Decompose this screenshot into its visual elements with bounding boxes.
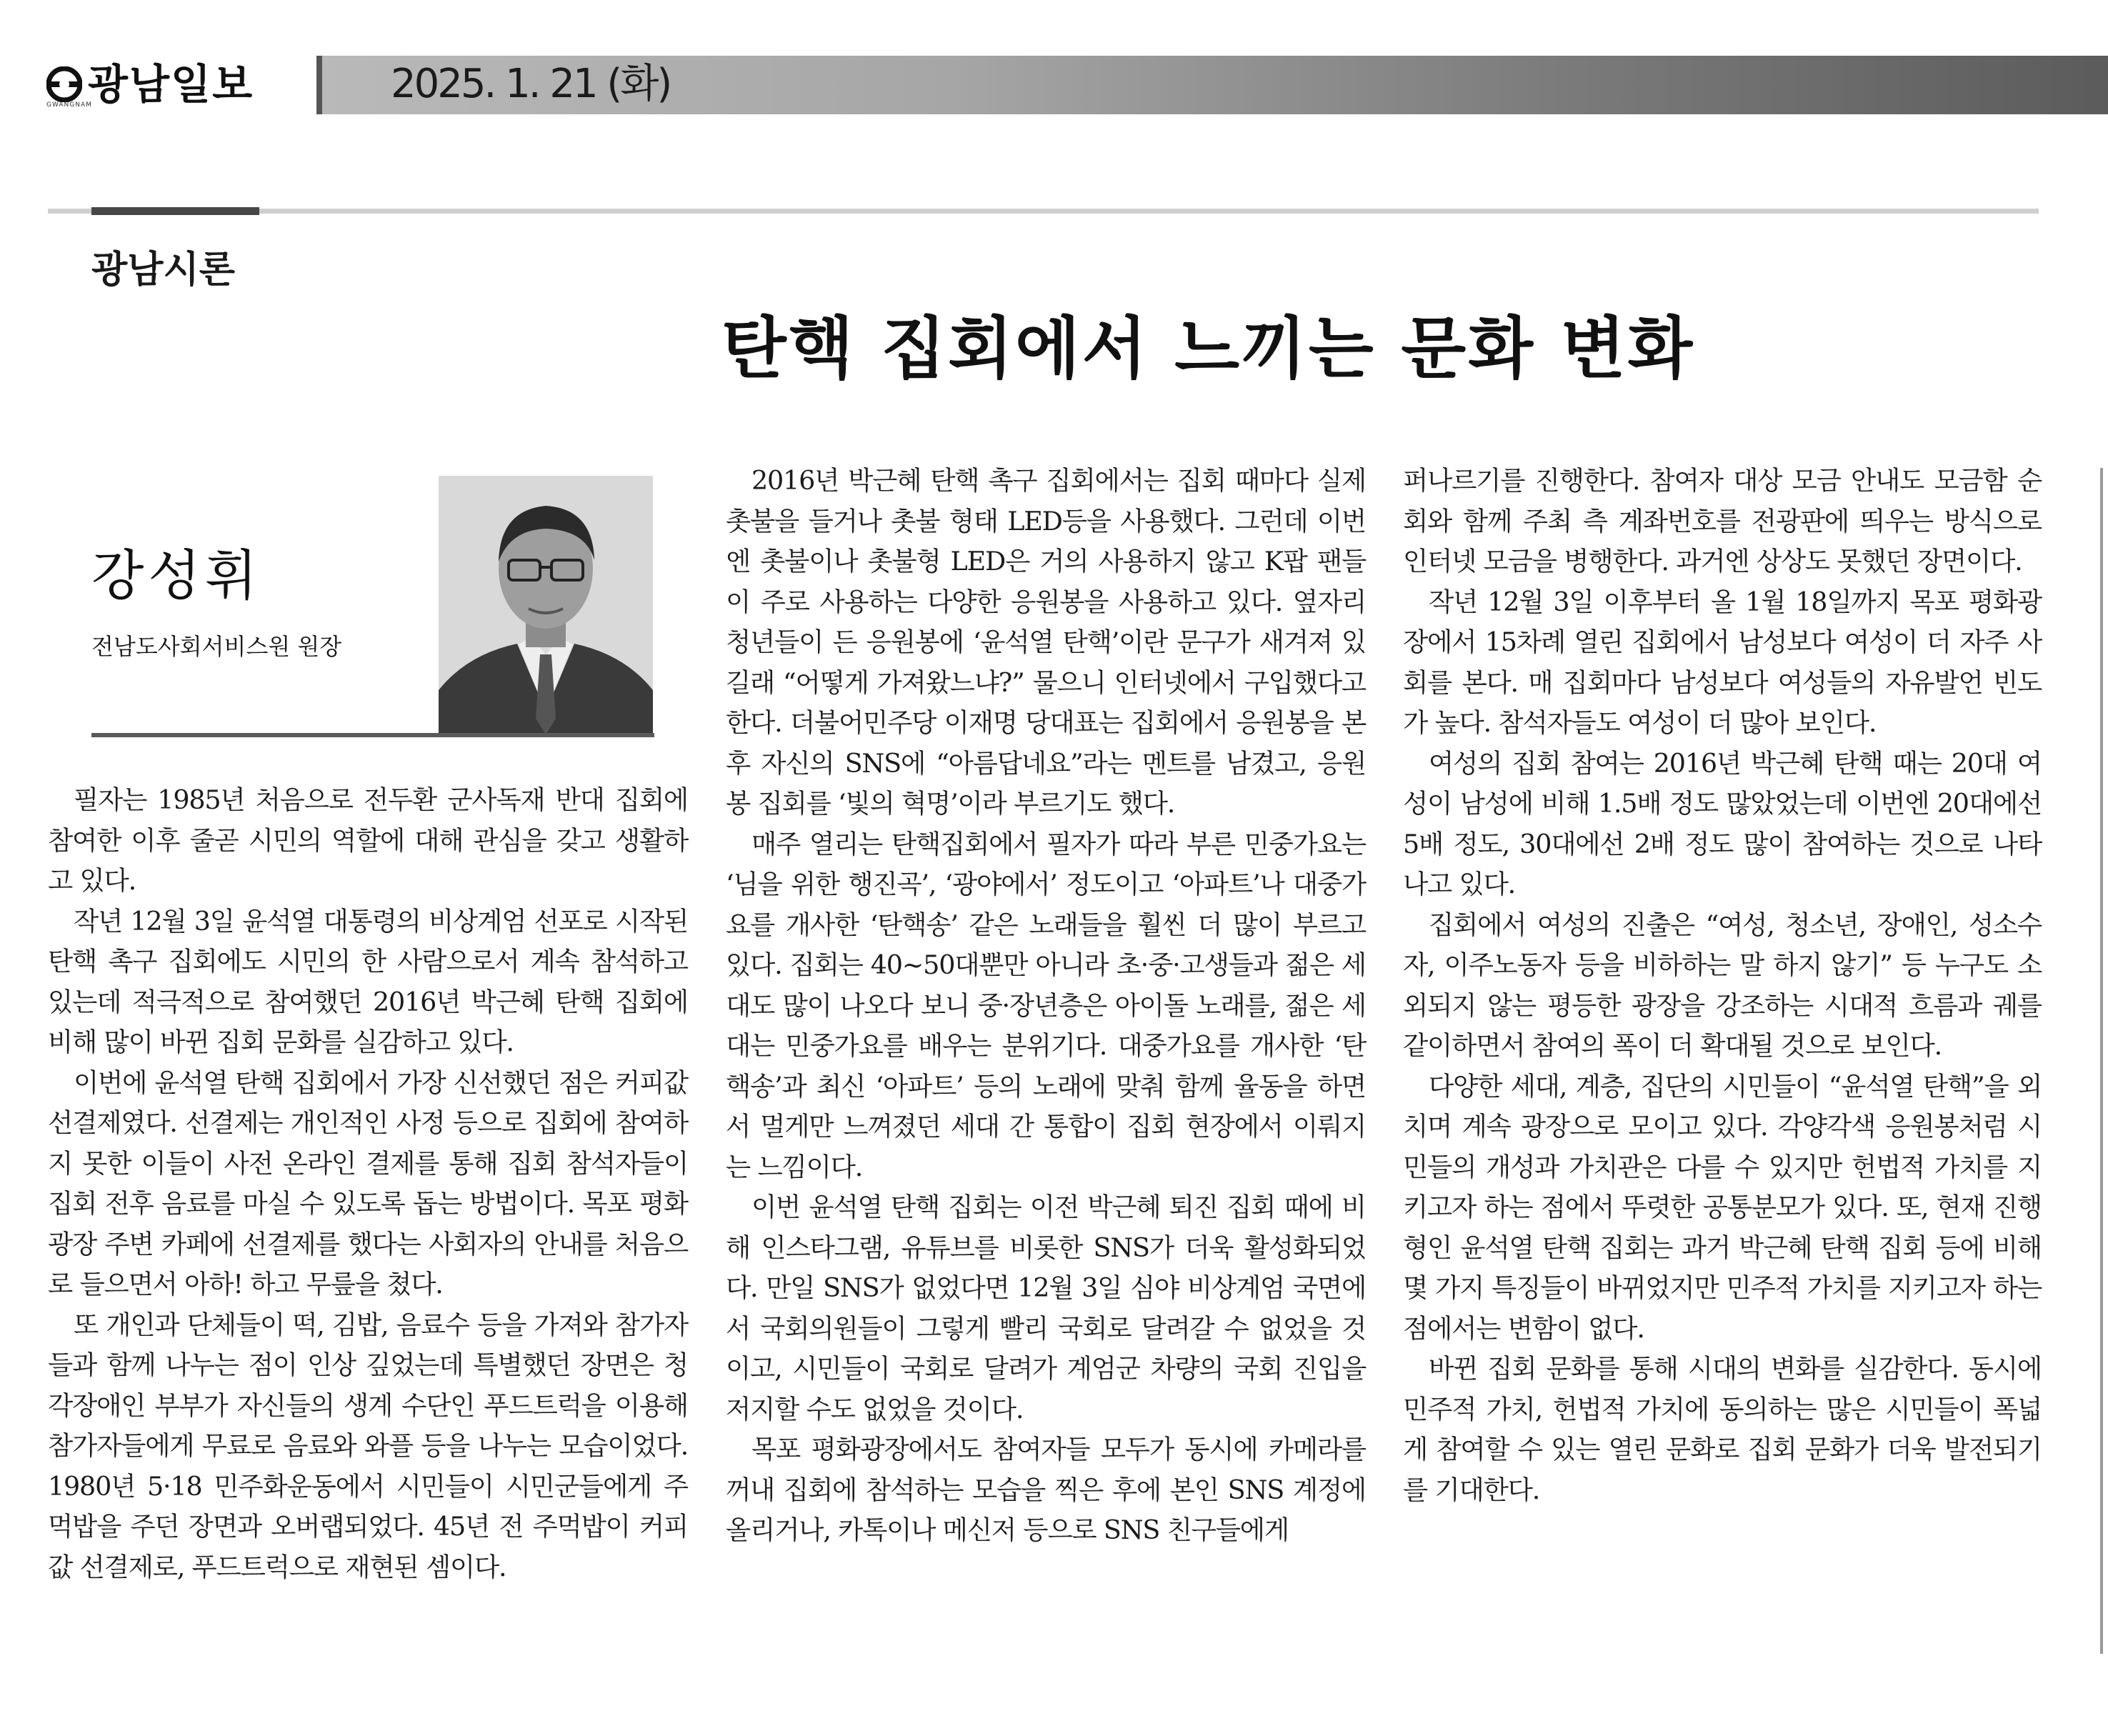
issue-date: 2025. 1. 21 (화)	[391, 61, 671, 107]
paragraph: 목포 평화광장에서도 참여자들 모두가 동시에 카메라를 꺼내 집회에 참석하는 모습을 찍은 후에 본인 SNS 계정에 올리거나, 카톡이나 메신저 등으로 SNS 친구들에게	[726, 1434, 1366, 1545]
section-rule-accent	[91, 207, 259, 215]
article-column-1	[48, 780, 688, 1587]
paragraph: 2016년 박근혜 탄핵 촉구 집회에서는 집회 때마다 실제 촛불을 들거나 촛불 형태 LED등을 사용했다. 그런데 이번엔 촛불이나 촛불형 LED은 거의 사용하지 않고 K팝 팬들이 주로 사용하는 다양한 응원봉을 사용하고 있다. 옆자리 청년들이 든 응원봉에 ‘윤석열 탄핵’이란 문구가 새겨져 있길래 “어떻게 가져왔느냐?” 물으니 인터넷에서 구입했다고 한다. 더불어민주당 이재명 당대표는 집회에서 응원봉을 본 후 자신의 SNS에 “아름답네요”라는 멘트를 남겼고, 응원봉 집회를 ‘빛의 혁명’이라 부르기도 했다.	[726, 465, 1366, 819]
paragraph: 작년 12월 3일 윤석열 대통령의 비상계엄 선포로 시작된 탄핵 촉구 집회에도 시민의 한 사람으로서 계속 참석하고 있는데 적극적으로 참여했던 2016년 박근혜 탄핵 집회에 비해 많이 바뀐 집회 문화를 실감하고 있다.	[48, 905, 688, 1057]
paragraph: 여성의 집회 참여는 2016년 박근혜 탄핵 때는 20대 여성이 남성에 비해 1.5배 정도 많았었는데 이번엔 20대에선 5배 정도, 30대에선 2배 정도 많이 참여하는 것으로 나타나고 있다.	[1403, 747, 2042, 899]
date-bar	[316, 56, 2108, 114]
article-column-2	[726, 461, 1366, 1551]
paragraph: 다양한 세대, 계층, 집단의 시민들이 “윤석열 탄핵”을 외치며 계속 광장으로 모이고 있다. 각양각색 응원봉처럼 시민들의 개성과 가치관은 다를 수 있지만 헌법적 가치를 지키고자 하는 점에서 뚜렷한 공통분모가 있다. 또, 현재 진행형인 윤석열 탄핵 집회는 과거 박근혜 탄핵 집회 등에 비해 몇 가지 특징들이 바뀌었지만 민주적 가치를 지키고자 하는 점에서는 변함이 없다.	[1403, 1070, 2042, 1344]
author-divider	[91, 733, 654, 737]
author-photo	[439, 476, 653, 734]
logo-text: 광남일보	[88, 60, 254, 109]
logo-emblem-icon	[46, 66, 82, 102]
section-label: 광남시론	[91, 249, 235, 291]
paragraph: 이번에 윤석열 탄핵 집회에서 가장 신선했던 점은 커피값 선결제였다. 선결제는 개인적인 사정 등으로 집회에 참여하지 못한 이들이 사전 온라인 결제를 통해 집회 참석자들이 집회 전후 음료를 마실 수 있도록 돕는 방법이다. 목포 평화광장 주변 카페에 선결제를 했다는 사회자의 안내를 처음으로 들으면서 아하! 하고 무릎을 쳤다.	[48, 1067, 688, 1299]
paragraph: 이번 윤석열 탄핵 집회는 이전 박근혜 퇴진 집회 때에 비해 인스타그램, 유튜브를 비롯한 SNS가 더욱 활성화되었다. 만일 SNS가 없었다면 12월 3일 심야 비상계엄 국면에서 국회의원들이 그렇게 빨리 국회로 달려갈 수 없었을 것이고, 시민들이 국회로 달려가 계엄군 차량의 국회 진입을 저지할 수도 없었을 것이다.	[726, 1192, 1366, 1425]
paragraph: 또 개인과 단체들이 떡, 김밥, 음료수 등을 가져와 참가자들과 함께 나누는 점이 인상 깊었는데 특별했던 장면은 청각장애인 부부가 자신들의 생계 수단인 푸드트럭을 이용해 참가자들에게 무료로 음료와 와플 등을 나누는 모습이었다. 1980년 5·18 민주화운동에서 시민들이 시민군들에게 주먹밥을 주던 장면과 오버랩되었다. 45년 전 주먹밥이 커피값 선결제로, 푸드트럭으로 재현된 셈이다.	[48, 1309, 688, 1582]
author-title: 전남도사회서비스원 원장	[91, 633, 342, 660]
paragraph: 작년 12월 3일 이후부터 올 1월 18일까지 목포 평화광장에서 15차례 열린 집회에서 남성보다 여성이 더 자주 사회를 본다. 매 집회마다 남성보다 여성들의 자유발언 빈도가 높다. 참석자들도 여성이 더 많아 보인다.	[1403, 586, 2042, 738]
paragraph: 바뀐 집회 문화를 통해 시대의 변화를 실감한다. 동시에 민주적 가치, 헌법적 가치에 동의하는 많은 시민들이 폭넓게 참여할 수 있는 열린 문화로 집회 문화가 더욱 발전되기를 기대한다.	[1403, 1353, 2042, 1505]
section-rule	[48, 209, 2039, 214]
paragraph: 집회에서 여성의 진출은 “여성, 청소년, 장애인, 성소수자, 이주노동자 등을 비하하는 말 하지 않기” 등 누구도 소외되지 않는 평등한 광장을 강조하는 시대적 흐름과 궤를 같이하면서 참여의 폭이 더 확대될 것으로 보인다.	[1403, 909, 2042, 1061]
author-name: 강성휘	[91, 544, 262, 607]
masthead	[46, 56, 2108, 114]
logo-subtext: GWANGNAM	[46, 101, 92, 109]
paragraph: 매주 열리는 탄핵집회에서 필자가 따라 부른 민중가요는 ‘님을 위한 행진곡’, ‘광야에서’ 정도이고 ‘아파트’나 대중가요를 개사한 ‘탄핵송’ 같은 노래들을 훨씬 더 많이 부르고 있다. 집회는 40~50대뿐만 아니라 초·중·고생들과 젊은 세대도 많이 나오다 보니 중·장년층은 아이돌 노래를, 젊은 세대는 민중가요를 배우는 분위기다. 대중가요를 개사한 ‘탄핵송’과 최신 ‘아파트’ 등의 노래에 맞춰 함께 율동을 하면서 멀게만 느껴졌던 세대 간 통합이 집회 현장에서 이뤄지는 느낌이다.	[726, 828, 1366, 1182]
article-headline: 탄핵 집회에서 느끼는 문화 변화	[721, 310, 1695, 388]
article-column-3	[1403, 461, 2042, 1510]
paragraph-continued: 퍼나르기를 진행한다. 참여자 대상 모금 안내도 모금함 순회와 함께 주최 측 계좌번호를 전광판에 띄우는 방식으로 인터넷 모금을 병행한다. 과거엔 상상도 못했던 장면이다.	[1403, 465, 2042, 577]
page-edge-rule	[2100, 468, 2103, 1654]
paragraph: 필자는 1985년 처음으로 전두환 군사독재 반대 집회에 참여한 이후 줄곧 시민의 역할에 대해 관심을 갖고 생활하고 있다.	[48, 784, 688, 896]
